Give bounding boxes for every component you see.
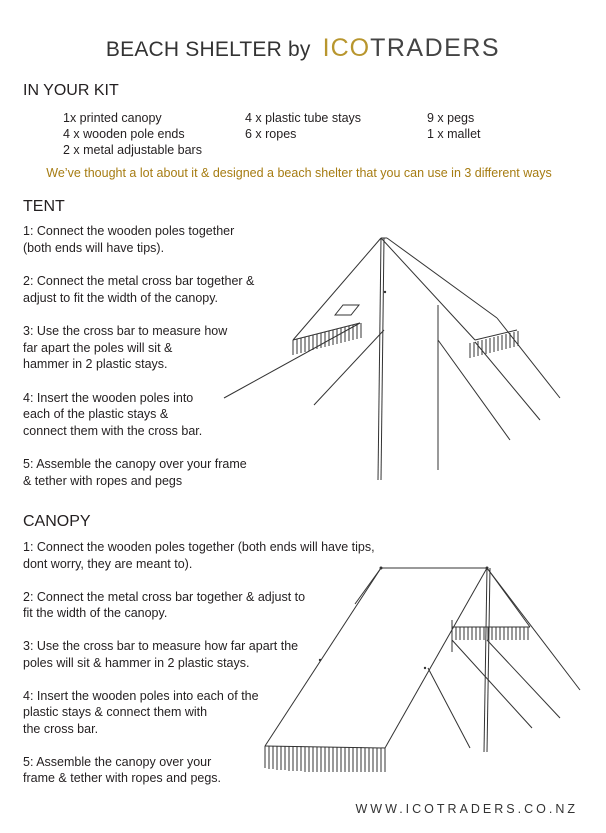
canopy-heading: CANOPY (23, 513, 91, 530)
tagline: We’ve thought a lot about it & designed a beach shelter that you can use in 3 different ways (46, 166, 552, 180)
kit-item: 4 x plastic tube stays (245, 111, 362, 125)
tent-step: 2: Connect the metal cross bar together & adjust to fit the width of the canopy. (23, 274, 255, 305)
kit-item: 2 x metal adjustable bars (63, 143, 202, 157)
tent-step: 3: Use the cross bar to measure how far apart the poles will sit & hammer in 2 plastic stays. (23, 324, 228, 371)
tent-heading: TENT (23, 198, 65, 215)
brand-logo-traders: TRADERS (370, 34, 501, 62)
kit-item: 4 x wooden pole ends (63, 127, 185, 141)
title-text: BEACH SHELTER by (105, 38, 311, 61)
kit-item: 6 x ropes (245, 127, 297, 141)
kit-item: 1x printed canopy (63, 111, 162, 125)
footer-website[interactable]: WWW.ICOTRADERS.CO.NZ (355, 802, 578, 816)
kit-item: 9 x pegs (427, 111, 475, 125)
canopy-step: 5: Assemble the canopy over your frame & tether with ropes and pegs. (23, 754, 222, 785)
brand-logo-ico: ICO (322, 34, 371, 62)
canopy-step: 1: Connect the wooden poles together (both ends will have tips, dont worry, they are meant to). (23, 540, 375, 571)
canopy-step: 3: Use the cross bar to measure how far apart the poles will sit & hammer in 2 plastic stays. (23, 639, 299, 670)
kit-item: 1 x mallet (427, 127, 481, 141)
canopy-step: 4: Insert the wooden poles into each of the plastic stays & connect them with the cross bar. (23, 688, 259, 736)
tent-step: 5: Assemble the canopy over your frame & tether with ropes and pegs (23, 457, 247, 488)
tent-step: 1: Connect the wooden poles together (both ends will have tips). (23, 224, 235, 255)
canopy-step: 2: Connect the metal cross bar together & adjust to fit the width of the canopy. (23, 589, 306, 620)
tent-step: 4: Insert the wooden poles into each of the plastic stays & connect them with the cross bar. (23, 390, 203, 438)
kit-heading: IN YOUR KIT (23, 82, 119, 99)
